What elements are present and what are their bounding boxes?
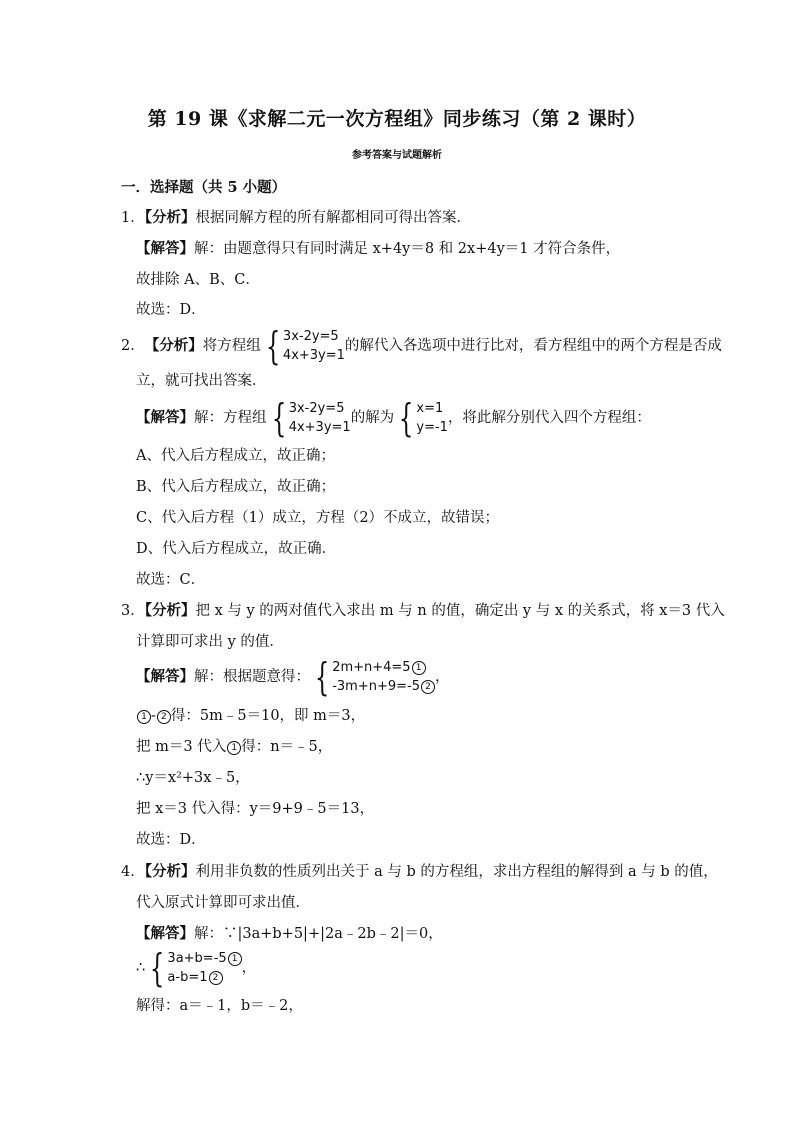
equation-row: 4x+3y=1 [282, 348, 345, 363]
operator: - [151, 708, 156, 724]
equation-row: x=1 [416, 401, 444, 416]
equation-row: y=-1 [416, 420, 448, 435]
q1-answer-line2: 故排除 A、B、C． [136, 272, 260, 288]
analysis-text: 将方程组 [202, 338, 261, 354]
q2-choice: 故选：C． [136, 572, 206, 588]
q3-choice: 故选：D． [136, 832, 206, 848]
answer-tag: 【解答】 [136, 409, 194, 426]
page-subtitle: 参考答案与试题解析 [352, 150, 442, 161]
equation-row [167, 968, 241, 987]
solution-system: { x=1 y=-1 [399, 396, 448, 440]
q3-step4: 把 x＝3 代入得：y＝9+9﹣5＝13， [136, 801, 375, 817]
q1-answer [136, 239, 620, 259]
circled-number: 1 [137, 710, 151, 724]
equation-text: 2m+n+4=5 [332, 660, 411, 675]
equation-row [332, 658, 435, 677]
analysis-text: 的解代入各选项中进行比对，看方程组中的两个方程是否成 [344, 338, 722, 354]
section-heading: 一．选择题（共 5 小题） [121, 179, 287, 196]
q2-analysis-cont: 立，就可找出答案． [136, 373, 267, 389]
q2-answer [136, 398, 651, 438]
q4-answer [136, 924, 443, 944]
analysis-tag: 【分析】 [144, 337, 203, 354]
answer-text: 解：由题意得只有同时满足 x+4y＝8 和 2x+4y＝1 才符合条件， [194, 241, 621, 257]
analysis-text: 利用非负数的性质列出关于 a 与 b 的方程组，求出方程组的解得到 a 与 b 的值， [195, 864, 718, 880]
q3-answer [136, 657, 449, 697]
q3-step2 [136, 737, 332, 757]
equation-system: { 3x-2y=5 4x+3y=1 [265, 324, 345, 368]
analysis-tag: 【分析】 [144, 209, 196, 226]
analysis-tag: 【分析】 [144, 602, 196, 619]
q3-step1 [136, 706, 365, 726]
q2-option-c: C、代入后方程（1）成立，方程（2）不成立，故错误； [136, 510, 500, 526]
equation-system: { 3x-2y=5 4x+3y=1 [271, 396, 351, 440]
equation-system: { 3a+b=-5 1 a-b=1 2 [145, 949, 241, 987]
step-text: 得：n＝﹣5， [241, 739, 333, 755]
page-title: 第 19 课《求解二元一次方程组》同步练习（第 2 课时） [147, 108, 647, 130]
q3-analysis-cont: 计算即可求出 y 的值． [136, 634, 284, 650]
answer-text: 解：∵|3a+b+5|+|2a﹣2b﹣2|＝0， [194, 926, 443, 942]
answer-tag: 【解答】 [136, 668, 194, 685]
answer-text: 解：方程组 [194, 410, 267, 426]
q4-solve: 解得：a＝﹣1，b＝﹣2， [136, 998, 303, 1014]
q2-option-b: B、代入后方程成立，故正确； [136, 479, 336, 495]
step-text: 得：5m﹣5＝10，即 m＝3， [170, 708, 366, 724]
equation-row: 4x+3y=1 [288, 420, 351, 435]
q1-choice: 故选：D． [136, 302, 206, 318]
punctuation: ， [241, 960, 257, 976]
question-number: 1． [121, 210, 145, 226]
answer-text: 解：根据题意得： [194, 669, 310, 685]
circled-number: 2 [157, 710, 171, 724]
question-number: 2． [121, 338, 145, 354]
q2-option-d: D、代入后方程成立，故正确． [136, 541, 337, 557]
equation-text: -3m+n+9=-5 [332, 679, 420, 694]
q2-option-a: A、代入后方程成立，故正确； [136, 448, 335, 464]
question-number: 4． [121, 864, 145, 880]
therefore-symbol: ∴ [136, 960, 146, 976]
answer-text: ，将此解分别代入四个方程组： [447, 410, 651, 426]
q4-system [136, 948, 256, 988]
circled-number: 1 [412, 661, 426, 675]
equation-row: 3x-2y=5 [288, 401, 345, 416]
equation-text: 3a+b=-5 [167, 951, 227, 966]
equation-row: 3x-2y=5 [282, 329, 339, 344]
q4-analysis [121, 862, 718, 882]
equation-text: a-b=1 [167, 970, 208, 985]
circled-number: 1 [227, 741, 241, 755]
circled-number: 1 [228, 952, 242, 966]
q2-analysis [121, 326, 722, 366]
answer-tag: 【解答】 [136, 925, 194, 942]
equation-system: { 2m+n+4=5 1 -3m+n+9=-5 2 [310, 658, 435, 696]
equation-row [167, 949, 241, 968]
answer-text: 的解为 [350, 410, 395, 426]
equation-row [332, 677, 435, 696]
answer-tag: 【解答】 [136, 240, 194, 257]
q4-analysis-cont: 代入原式计算即可求出值． [136, 895, 310, 911]
q1-analysis [121, 208, 471, 228]
question-number: 3． [121, 603, 145, 619]
q3-analysis [121, 601, 725, 621]
analysis-text: 把 x 与 y 的两对值代入求出 m 与 n 的值，确定出 y 与 x 的关系式，将 x＝3 代入 [195, 603, 725, 619]
step-text: 把 m＝3 代入 [136, 739, 227, 755]
circled-number: 2 [209, 971, 223, 985]
q3-step3: ∴y＝x²+3x﹣5， [136, 770, 250, 786]
answer-text: ， [434, 669, 450, 685]
circled-number: 2 [421, 680, 435, 694]
analysis-tag: 【分析】 [144, 863, 196, 880]
analysis-text: 根据同解方程的所有解都相同可得出答案． [195, 210, 471, 226]
